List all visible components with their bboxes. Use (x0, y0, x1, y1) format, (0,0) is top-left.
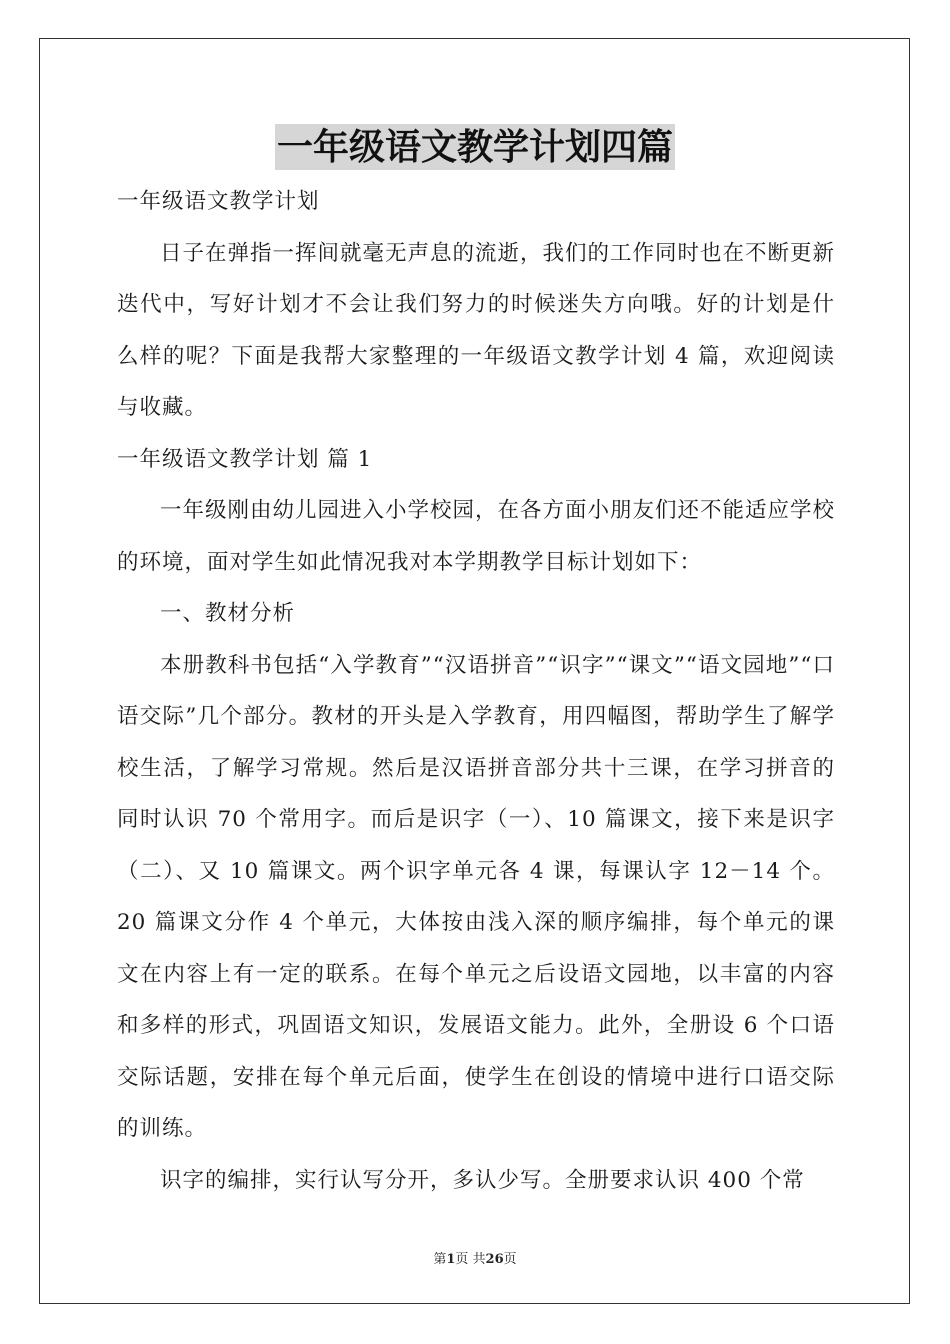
document-body (117, 176, 835, 1206)
footer-mid: 页 共 (455, 1252, 486, 1267)
title-wrap (0, 124, 950, 170)
footer-page-number: 1 (446, 1252, 456, 1267)
intro-paragraph: 日子在弹指一挥间就毫无声息的流逝，我们的工作同时也在不断更新迭代中，写好计划才不会让我们努力的时候迷失方向哦。好的计划是什么样的呢？下面是我帮大家整理的一年级语文教学计划 4 篇，欢迎阅读与收藏。 (117, 240, 836, 420)
body-paragraph: 识字的编排，实行认写分开，多认少写。全册要求认识 400 个常 (160, 1167, 805, 1193)
section-heading: 一年级语文教学计划 篇 1 (117, 446, 373, 472)
page-footer (0, 1248, 950, 1267)
footer-prefix: 第 (433, 1252, 447, 1267)
section-heading: 一年级语文教学计划 (117, 189, 320, 214)
document-title: 一年级语文教学计划四篇 (276, 126, 673, 168)
body-paragraph: 一年级刚由幼儿园进入小学校园，在各方面小朋友们还不能适应学校的环境，面对学生如此情况我对本学期教学目标计划如下： (117, 498, 836, 575)
footer-suffix: 页 (503, 1252, 517, 1267)
subsection-heading: 一、教材分析 (160, 601, 296, 626)
footer-page-total: 26 (485, 1252, 504, 1267)
body-paragraph: 本册教科书包括“入学教育”“汉语拼音”“识字”“课文”“语文园地”“口语交际”几个部分。教材的开头是入学教育，用四幅图，帮助学生了解学校生活，了解学习常规。然后是汉语拼音部分共十三课，在学习拼音的同时认识 70 个常用字。而后是识字（一）、10 篇课文，接下来是识字（二）、又 10 篇课文。两个识字单元各 4 课，每课认字 12－14 个。20 篇课文分作 4 个单元，大体按由浅入深的顺序编排，每个单元的课文在内容上有一定的联系。在每个单元之后设语文园地，以丰富的内容和多样的形式，巩固语文知识，发展语文能力。此外，全册设 6 个口语交际话题，安排在每个单元后面，使学生在创设的情境中进行口语交际的训练。 (117, 652, 835, 1141)
